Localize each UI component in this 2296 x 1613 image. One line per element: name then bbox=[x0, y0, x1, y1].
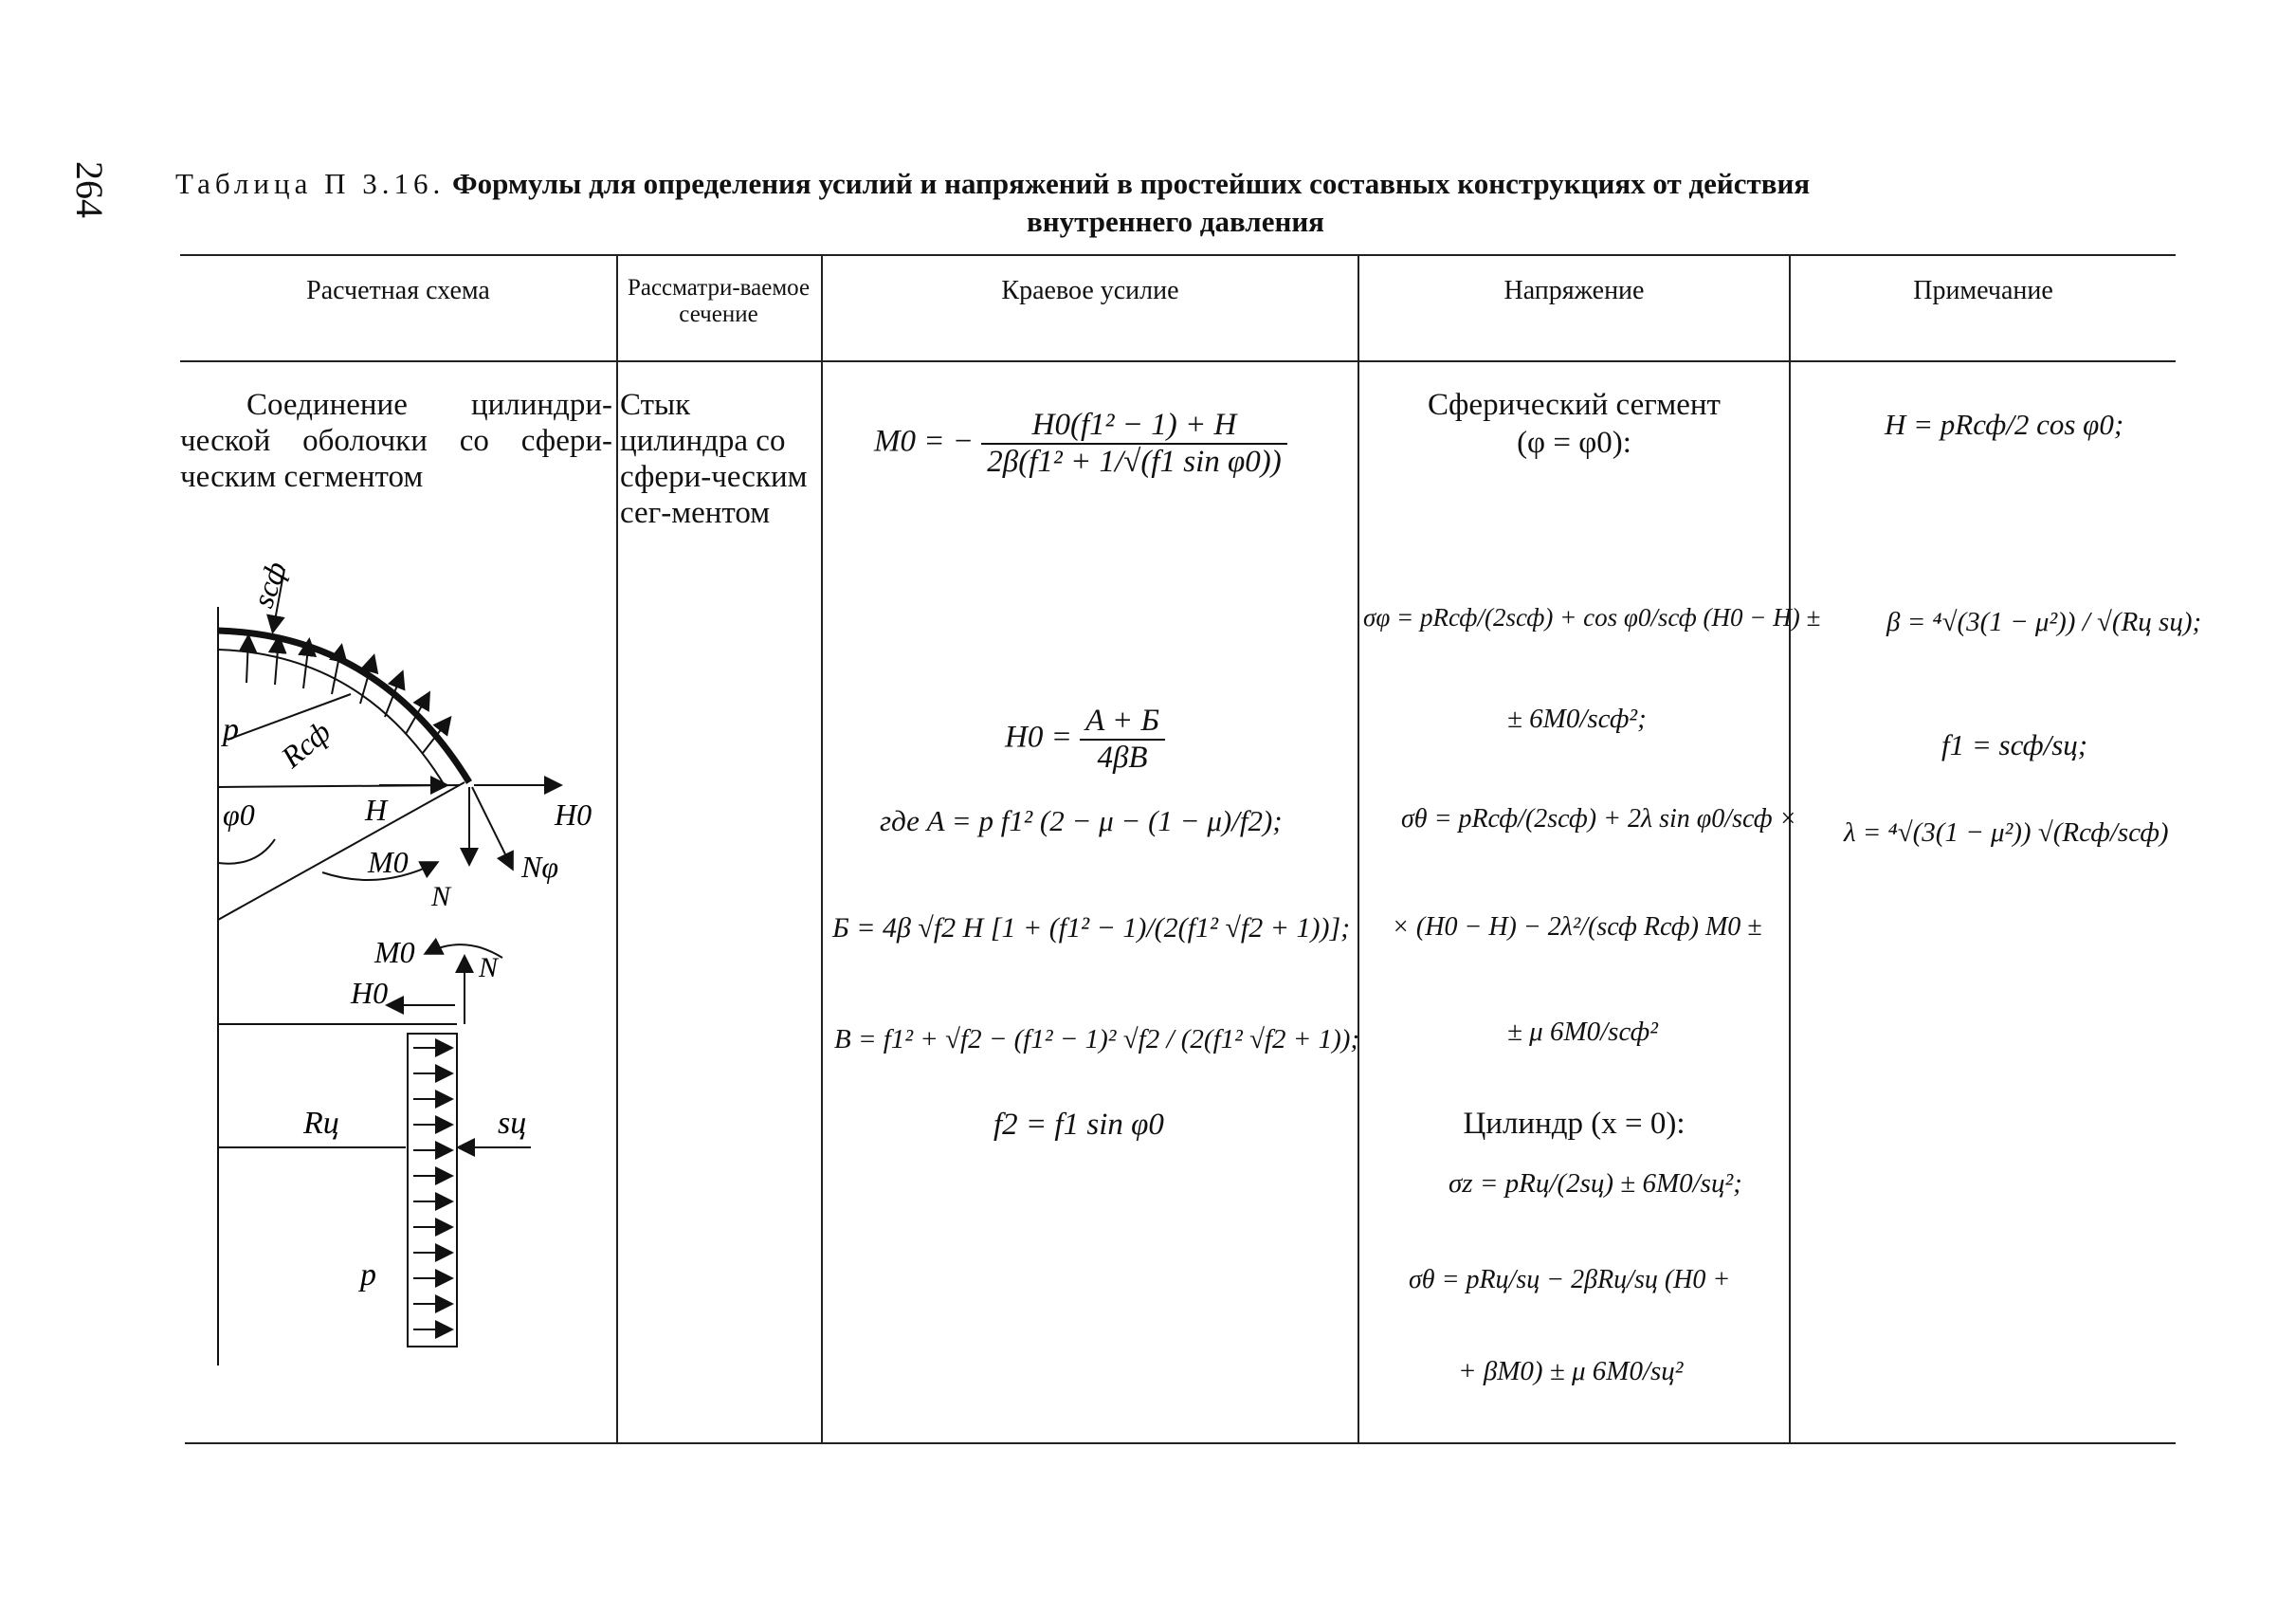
formula-m0-lhs: M0 = − bbox=[874, 424, 975, 459]
phi0-arc bbox=[218, 839, 275, 864]
formula-h0-num: A + Б bbox=[1080, 704, 1165, 741]
formula-sigma-phi-2: ± 6M0/sсф²; bbox=[1507, 704, 1647, 734]
header-section: Рассматри-ваемое сечение bbox=[627, 275, 811, 327]
note-h: H = pRсф/2 cos φ0; bbox=[1885, 408, 2124, 441]
formula-sigma-theta-1: σθ = pRсф/(2sсф) + 2λ sin φ0/sсф × bbox=[1401, 804, 1797, 834]
formula-m0 bbox=[874, 408, 1287, 480]
table-header-rule bbox=[180, 360, 2176, 362]
label-h0-bottom: H0 bbox=[351, 976, 389, 1010]
nphi-arrow bbox=[472, 787, 512, 868]
formula-sigma-theta-2: × (H0 − H) − 2λ²/(sсф Rсф) M0 ± bbox=[1392, 912, 1762, 942]
formula-a: где A = p f1² (2 − μ − (1 − μ)/f2); bbox=[880, 804, 1283, 837]
formula-m0-den: 2β(f1² + 1/√(f1 sin φ0)) bbox=[987, 445, 1282, 479]
scheme-description: Соединение цилиндри-ческой оболочки со сфери-ческим сегментом bbox=[180, 388, 612, 494]
label-h: H bbox=[365, 793, 388, 827]
label-n-bottom: N bbox=[479, 952, 499, 983]
label-scyl: sц bbox=[498, 1106, 527, 1141]
label-nphi: Nφ bbox=[521, 850, 559, 884]
formula-v: B = f1² + √f2 − (f1² − 1)² √f2 / (2(f1² √f2 + 1)); bbox=[834, 1024, 1360, 1054]
stress-sphere-title: Сферический сегмент bbox=[1428, 388, 1721, 422]
label-rsph: Rсф bbox=[274, 714, 337, 775]
cylinder-pressure-arrows bbox=[413, 1048, 450, 1329]
col-divider-4 bbox=[1789, 254, 1791, 1443]
caption-title-line1: Формулы для определения усилий и напряжений в простейших составных конструкциях от действия bbox=[451, 167, 1811, 200]
formula-sigma-theta-3: ± μ 6M0/sсф² bbox=[1507, 1017, 1658, 1047]
table-top-rule bbox=[180, 254, 2176, 256]
stress-cylinder-title: Цилиндр (x = 0): bbox=[1463, 1107, 1686, 1141]
formula-m0-num: H0(f1² − 1) + H bbox=[981, 408, 1286, 445]
label-p-top: p bbox=[223, 712, 239, 747]
label-m0: M0 bbox=[368, 845, 409, 879]
label-m0-bottom: M0 bbox=[374, 935, 415, 969]
page-number: 264 bbox=[68, 161, 111, 218]
formula-b: Б = 4β √f2 H [1 + (f1² − 1)/(2(f1² √f2 + 1))]; bbox=[832, 912, 1351, 944]
cylinder-wall bbox=[408, 1034, 457, 1347]
formula-sigma-z: σz = pRц/(2sц) ± 6M0/sц²; bbox=[1449, 1168, 1742, 1199]
sphere-inner-arc bbox=[218, 650, 446, 787]
formula-sigma-theta-cyl-2: + βM0) ± μ 6M0/sц² bbox=[1458, 1356, 1684, 1386]
label-n: N bbox=[431, 881, 451, 912]
header-edge-force: Краевое усилие bbox=[1001, 276, 1179, 305]
radius-line bbox=[218, 782, 465, 920]
note-beta: β = ⁴√(3(1 − μ²)) / √(Rц sц); bbox=[1886, 607, 2202, 637]
label-h0: H0 bbox=[555, 797, 592, 832]
table-bottom-rule bbox=[185, 1442, 2176, 1444]
formula-f2: f2 = f1 sin φ0 bbox=[993, 1108, 1164, 1142]
formula-h0-den: 4βB bbox=[1097, 741, 1148, 775]
formula-sigma-phi-1: σφ = pRсф/(2sсф) + cos φ0/sсф (H0 − H) ± bbox=[1363, 603, 1821, 632]
label-p-bottom: p bbox=[360, 1257, 376, 1292]
formula-h0 bbox=[1005, 704, 1165, 776]
formula-sigma-theta-cyl-1: σθ = pRц/sц − 2βRц/sц (H0 + bbox=[1409, 1265, 1731, 1294]
header-note: Примечание bbox=[1913, 276, 2053, 305]
table-caption bbox=[175, 167, 2176, 201]
note-lambda: λ = ⁴√(3(1 − μ²)) √(Rсф/sсф) bbox=[1844, 817, 2169, 848]
scheme-diagram bbox=[190, 550, 607, 1384]
label-rcyl: Rц bbox=[303, 1106, 339, 1141]
rsph-line bbox=[228, 694, 351, 740]
formula-h0-lhs: H0 = bbox=[1005, 720, 1072, 755]
col-divider-1 bbox=[616, 254, 618, 1443]
caption-title-line2: внутреннего давления bbox=[1027, 205, 1324, 238]
section-description: Стык цилиндра со сфери-ческим сег-ментом bbox=[620, 388, 808, 530]
note-f1: f1 = sсф/sц; bbox=[1941, 728, 2088, 761]
label-phi0: φ0 bbox=[223, 797, 255, 832]
header-scheme: Расчетная схема bbox=[306, 276, 490, 305]
header-stress: Напряжение bbox=[1503, 276, 1645, 305]
stress-sphere-condition: (φ = φ0): bbox=[1517, 426, 1631, 460]
col-divider-2 bbox=[821, 254, 823, 1443]
label-ssph: sсф bbox=[245, 557, 294, 613]
caption-label: Таблица П 3.16. bbox=[175, 167, 446, 200]
